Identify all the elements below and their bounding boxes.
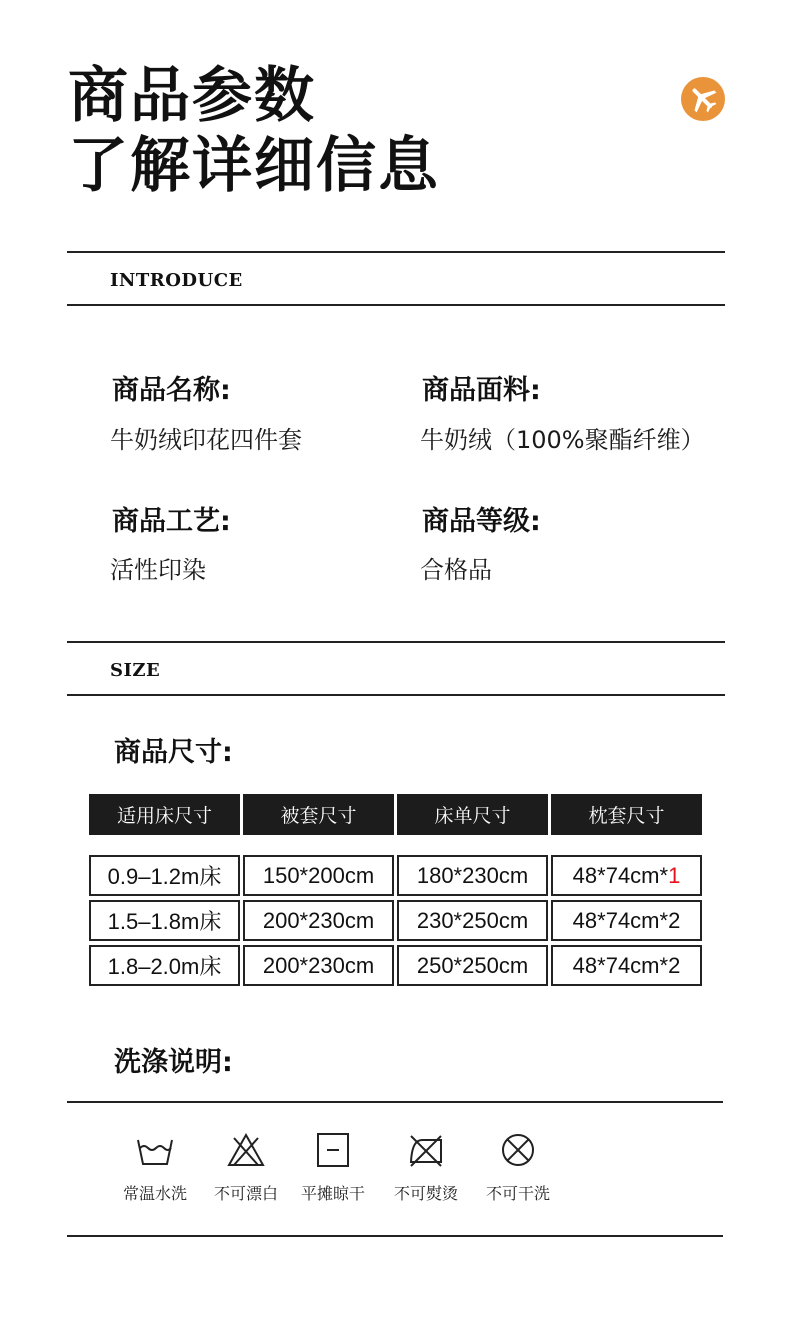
size-table-header: 床单尺寸 bbox=[397, 794, 548, 835]
product-craft-label: 商品工艺: bbox=[112, 506, 231, 537]
care-label: 平摊晾干 bbox=[300, 1184, 365, 1203]
product-craft-value: 活性印染 bbox=[110, 556, 206, 584]
size-table-header: 枕套尺寸 bbox=[551, 794, 702, 835]
care-label: 不可干洗 bbox=[485, 1184, 550, 1203]
no-bleach-icon bbox=[226, 1132, 266, 1168]
flat-dry-icon bbox=[313, 1132, 353, 1168]
size-table-cell-pillow bbox=[551, 900, 702, 941]
pillow-count: 2 bbox=[668, 907, 681, 933]
divider bbox=[67, 641, 725, 643]
product-fabric-label: 商品面料: bbox=[422, 375, 541, 406]
care-label: 不可熨烫 bbox=[393, 1184, 458, 1203]
size-table-cell-bed: 0.9–1.2m床 bbox=[89, 855, 240, 896]
size-table-cell-duvet: 200*230cm bbox=[243, 945, 394, 986]
pillow-count: 1 bbox=[668, 862, 681, 888]
product-grade-label: 商品等级: bbox=[422, 506, 541, 537]
size-table-cell-bed: 1.5–1.8m床 bbox=[89, 900, 240, 941]
size-table-cell-sheet: 230*250cm bbox=[397, 900, 548, 941]
size-table-cell-pillow bbox=[551, 945, 702, 986]
size-table-cell-duvet: 200*230cm bbox=[243, 900, 394, 941]
divider bbox=[67, 304, 725, 306]
size-heading: 商品尺寸: bbox=[114, 737, 233, 768]
size-table-cell-sheet: 180*230cm bbox=[397, 855, 548, 896]
no-iron-icon bbox=[406, 1132, 446, 1168]
product-grade-value: 合格品 bbox=[420, 556, 492, 584]
product-name-label: 商品名称: bbox=[112, 375, 231, 406]
care-heading: 洗涤说明: bbox=[114, 1047, 233, 1078]
product-name-value: 牛奶绒印花四件套 bbox=[110, 426, 302, 454]
product-fabric-value: 牛奶绒（100%聚酯纤维） bbox=[420, 426, 705, 454]
size-table-cell-pillow bbox=[551, 855, 702, 896]
no-dry-clean-icon bbox=[498, 1132, 538, 1168]
pillow-size: 48*74cm* bbox=[572, 862, 669, 888]
introduce-label: INTRODUCE bbox=[110, 270, 243, 291]
size-label: SIZE bbox=[110, 660, 161, 681]
size-table-cell-sheet: 250*250cm bbox=[397, 945, 548, 986]
divider bbox=[67, 1235, 723, 1237]
care-label: 不可漂白 bbox=[213, 1184, 278, 1203]
page-title-line1: 商品参数 bbox=[68, 61, 316, 131]
size-table-header: 适用床尺寸 bbox=[89, 794, 240, 835]
divider bbox=[67, 1101, 723, 1103]
washtub-icon bbox=[135, 1132, 175, 1168]
divider bbox=[67, 251, 725, 253]
size-table-header: 被套尺寸 bbox=[243, 794, 394, 835]
care-label: 常温水洗 bbox=[122, 1184, 187, 1203]
pillow-count: 2 bbox=[668, 952, 681, 978]
pillow-size: 48*74cm* bbox=[572, 952, 669, 978]
divider bbox=[67, 694, 725, 696]
pillow-size: 48*74cm* bbox=[572, 907, 669, 933]
size-table-cell-duvet: 150*200cm bbox=[243, 855, 394, 896]
size-table-cell-bed: 1.8–2.0m床 bbox=[89, 945, 240, 986]
page-title-line2: 了解详细信息 bbox=[68, 131, 440, 201]
airplane-icon bbox=[681, 77, 725, 121]
